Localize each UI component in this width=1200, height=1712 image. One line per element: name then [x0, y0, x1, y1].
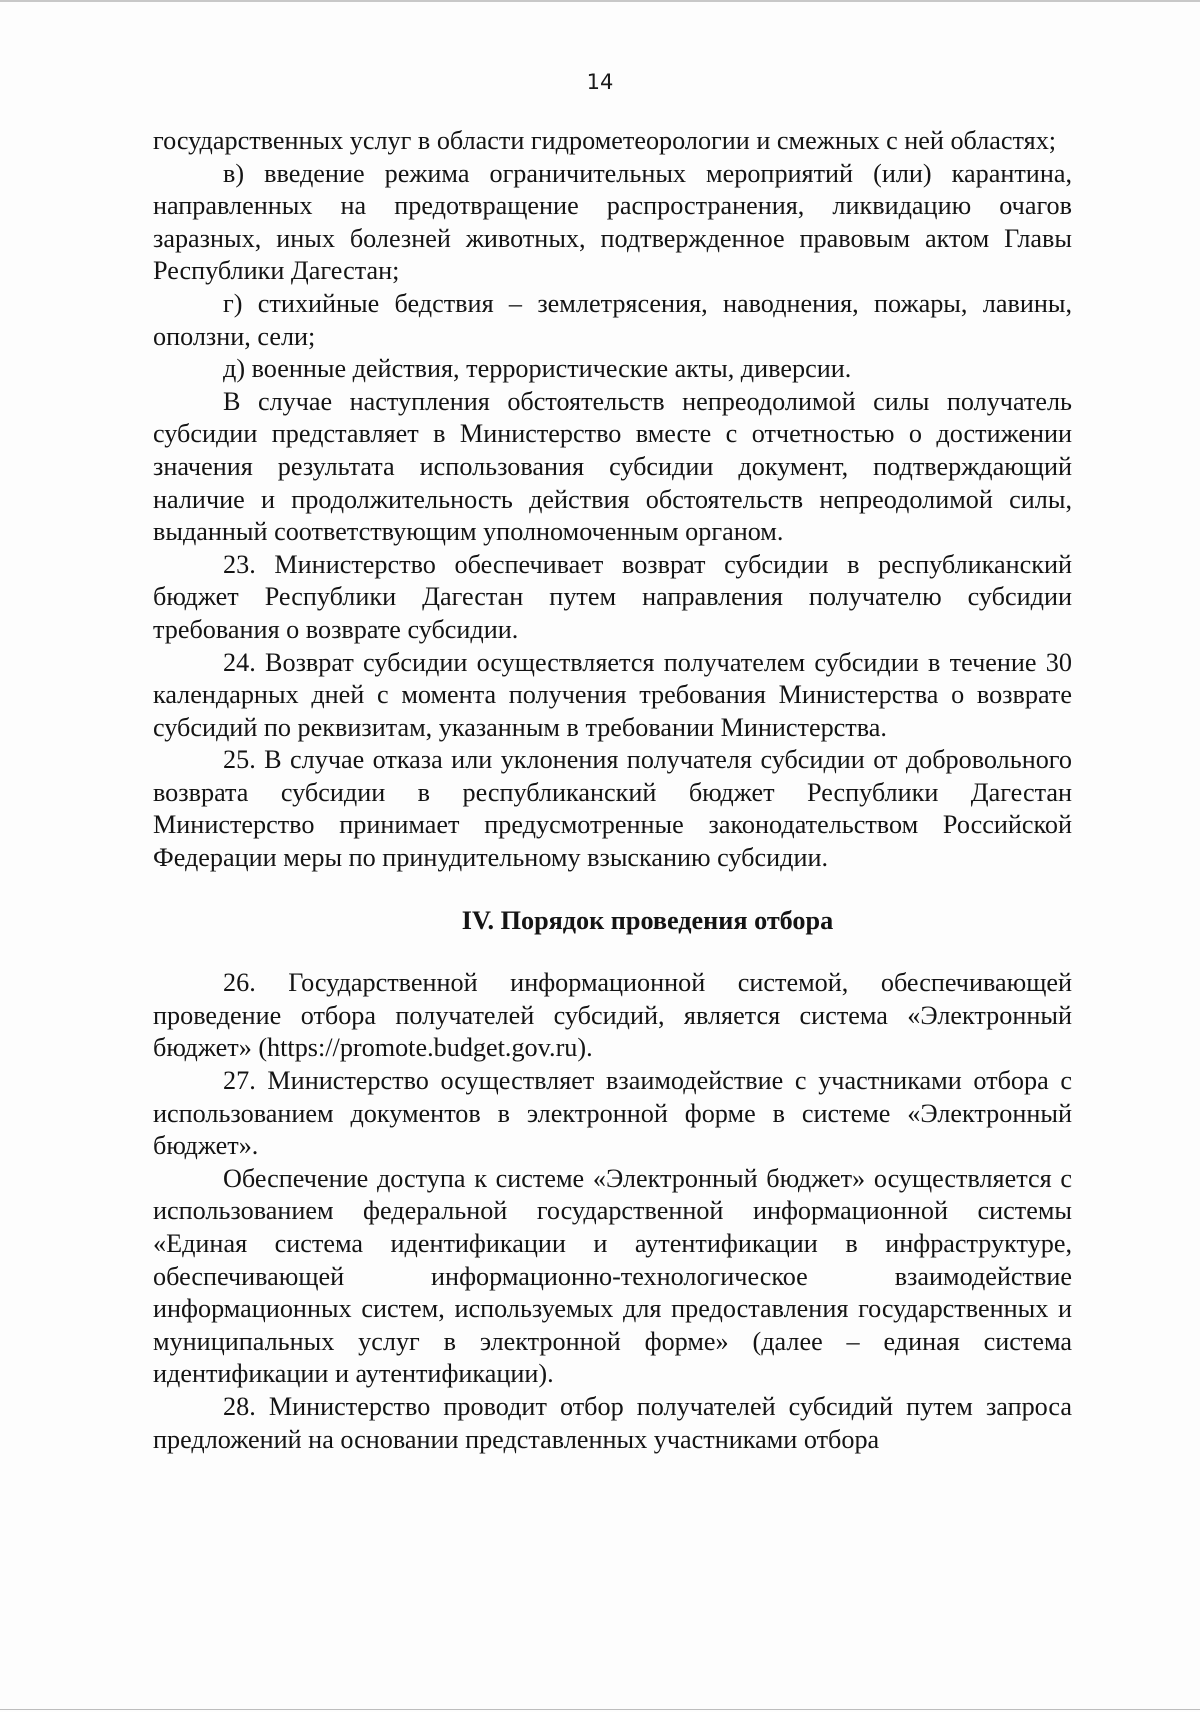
paragraph: 26. Государственной информационной системой, обеспечивающей проведение отбора получателей субсидий, является система «Электронный бюджет» (https://promote.budget.gov.ru).: [153, 968, 1072, 1063]
page-number: 14: [586, 70, 614, 94]
paragraph: 27. Министерство осуществляет взаимодействие с участниками отбора с использованием документов в электронной форме в системе «Электронный бюджет».: [153, 1066, 1072, 1161]
paragraph: Обеспечение доступа к системе «Электронный бюджет» осуществляется с использованием федеральной государственной информационной системы «Единая система идентификации и аутентификации в инфраструктуре, обеспечивающей информационно-технологическое взаимодействие информационных систем, используемых для предоставления государственных и муниципальных услуг в электронной форме» (далее – единая система идентификации и аутентификации).: [153, 1163, 1072, 1389]
document-body: [153, 125, 1072, 1456]
section-heading: IV. Порядок проведения отбора: [461, 905, 834, 935]
paragraph: 23. Министерство обеспечивает возврат субсидии в республиканский бюджет Республики Дагестан путем направления получателю субсидии требования о возврате субсидии.: [153, 549, 1072, 644]
paragraph: 24. Возврат субсидии осуществляется получателем субсидии в течение 30 календарных дней с момента получения требования Министерства о возврате субсидий по реквизитам, указанным в требовании Министерства.: [153, 647, 1072, 742]
paragraph: д) военные действия, террористические акты, диверсии.: [223, 354, 852, 384]
page-bottom-edge: [0, 1709, 1200, 1710]
paragraph: государственных услуг в области гидрометеорологии и смежных с ней областях;: [153, 126, 1057, 155]
paragraph: 25. В случае отказа или уклонения получателя субсидии от добровольного возврата субсидии в республиканский бюджет Республики Дагестан Министерство принимает предусмотренные законодательством Российской Федерации меры по принудительному взысканию субсидии.: [153, 745, 1072, 873]
paragraph: г) стихийные бедствия – землетрясения, наводнения, пожары, лавины, оползни, сели;: [153, 288, 1072, 351]
paragraph: в) введение режима ограничительных мероприятий (или) карантина, направленных на предотвращение распространения, ликвидацию очагов заразных, иных болезней животных, подтвержденное правовым актом Главы Республики Дагестан;: [153, 158, 1072, 286]
paragraph: В случае наступления обстоятельств непреодолимой силы получатель субсидии представляет в Министерство вместе с отчетностью о достижении значения результата использования субсидии документ, подтверждающий наличие и продолжительность действия обстоятельств непреодолимой силы, выданный соответствующим уполномоченным органом.: [153, 386, 1072, 547]
page-top-edge: [0, 0, 1200, 2]
paragraph: 28. Министерство проводит отбор получателей субсидий путем запроса предложений на основании представленных участниками отбора: [153, 1391, 1072, 1454]
